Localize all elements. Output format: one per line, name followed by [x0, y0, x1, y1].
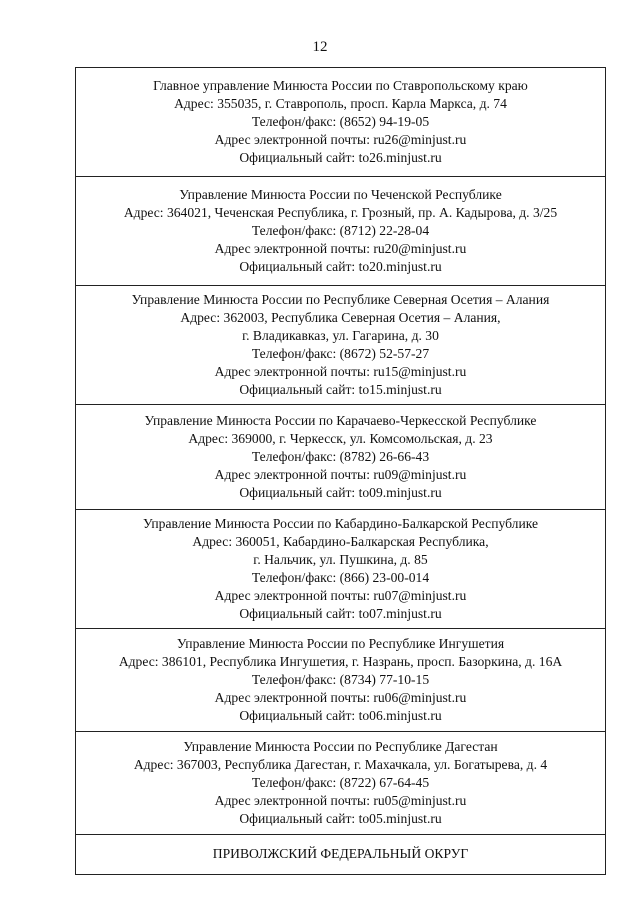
entry-north-ossetia: [76, 286, 605, 405]
entry-address: Адрес: 386101, Республика Ингушетия, г. Назрань, просп. Базоркина, д. 16А: [118, 654, 563, 669]
entry-address-continued: г. Нальчик, ул. Пушкина, д. 85: [253, 552, 428, 567]
entry-phone: Телефон/факс: (8652) 94-19-05: [251, 114, 430, 129]
entry-address: Адрес: 362003, Республика Северная Осетия – Алания,: [180, 310, 501, 325]
entry-karachay-cherkessia: [76, 405, 605, 510]
entry-website: Официальный сайт: to05.minjust.ru: [239, 811, 442, 826]
entry-title: Управление Минюста России по Карачаево-Черкесской Республике: [144, 413, 537, 428]
entry-phone: Телефон/факс: (8712) 22-28-04: [251, 223, 430, 238]
entry-website: Официальный сайт: to26.minjust.ru: [239, 150, 442, 165]
entry-address: Адрес: 369000, г. Черкесск, ул. Комсомольская, д. 23: [188, 431, 493, 446]
entry-email: Адрес электронной почты: ru26@minjust.ru: [214, 132, 467, 147]
entry-phone: Телефон/факс: (866) 23-00-014: [251, 570, 430, 585]
page-number: 12: [312, 39, 328, 55]
entry-stavropol: [76, 68, 605, 177]
entry-title: Управление Минюста России по Республике Ингушетия: [176, 636, 505, 651]
entry-email: Адрес электронной почты: ru06@minjust.ru: [214, 690, 467, 705]
entry-phone: Телефон/факс: (8734) 77-10-15: [251, 672, 430, 687]
entry-email: Адрес электронной почты: ru07@minjust.ru: [214, 588, 467, 603]
entry-address: Адрес: 355035, г. Ставрополь, просп. Карла Маркса, д. 74: [174, 96, 507, 111]
entry-email: Адрес электронной почты: ru09@minjust.ru: [214, 467, 467, 482]
entry-title: Управление Минюста России по Кабардино-Балкарской Республике: [142, 516, 539, 531]
entry-dagestan: [76, 732, 605, 835]
entry-title: Управление Минюста России по Республике Дагестан: [183, 739, 498, 754]
entry-phone: Телефон/факс: (8672) 52-57-27: [251, 346, 430, 361]
entry-kabardino-balkaria: [76, 510, 605, 629]
entry-title: Главное управление Минюста России по Ставропольскому краю: [153, 78, 528, 93]
entry-website: Официальный сайт: to09.minjust.ru: [239, 485, 442, 500]
entry-email: Адрес электронной почты: ru15@minjust.ru: [214, 364, 467, 379]
entry-chechnya: [76, 177, 605, 286]
entry-website: Официальный сайт: to06.minjust.ru: [239, 708, 442, 723]
entry-address: Адрес: 367003, Республика Дагестан, г. Махачкала, ул. Богатырева, д. 4: [133, 757, 548, 772]
entry-phone: Телефон/факс: (8722) 67-64-45: [251, 775, 430, 790]
contacts-table: [75, 67, 606, 875]
entry-title: Управление Минюста России по Республике Северная Осетия – Алания: [131, 292, 550, 307]
district-heading: ПРИВОЛЖСКИЙ ФЕДЕРАЛЬНЫЙ ОКРУГ: [212, 846, 469, 861]
entry-website: Официальный сайт: to15.minjust.ru: [239, 382, 442, 397]
entry-email: Адрес электронной почты: ru05@minjust.ru: [214, 793, 467, 808]
entry-website: Официальный сайт: to20.minjust.ru: [239, 259, 442, 274]
entry-website: Официальный сайт: to07.minjust.ru: [239, 606, 442, 621]
entry-address-continued: г. Владикавказ, ул. Гагарина, д. 30: [242, 328, 439, 343]
entry-ingushetia: [76, 629, 605, 732]
entry-email: Адрес электронной почты: ru20@minjust.ru: [214, 241, 467, 256]
entry-address: Адрес: 360051, Кабардино-Балкарская Республика,: [192, 534, 489, 549]
entry-phone: Телефон/факс: (8782) 26-66-43: [251, 449, 430, 464]
entry-title: Управление Минюста России по Чеченской Республике: [179, 187, 502, 202]
entry-address: Адрес: 364021, Чеченская Республика, г. Грозный, пр. А. Кадырова, д. 3/25: [123, 205, 558, 220]
